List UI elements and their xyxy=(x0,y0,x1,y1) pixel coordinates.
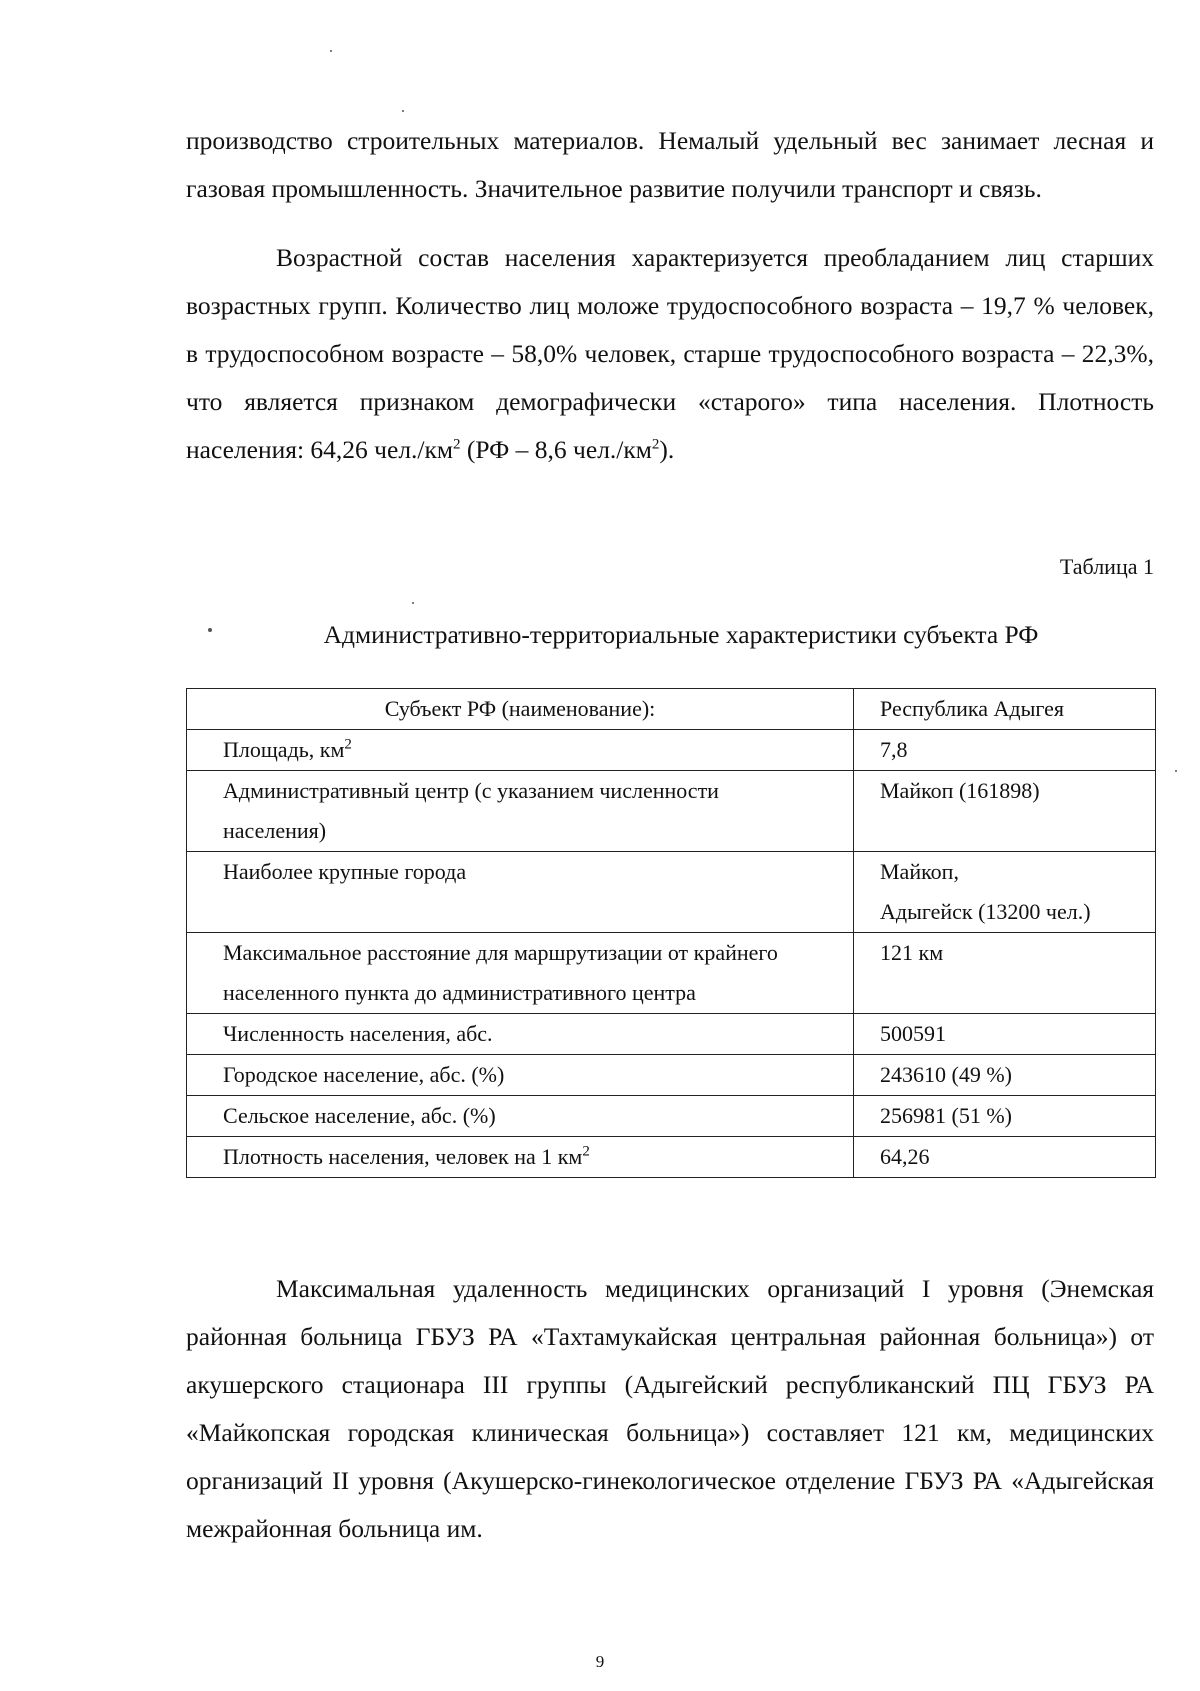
cell-text: Майкоп, xyxy=(880,859,959,884)
cell-text: Максимальное расстояние для маршрутизации от крайнего xyxy=(223,940,778,965)
table-cell: Городское население, абс. (%) xyxy=(187,1055,854,1096)
scan-speck xyxy=(1175,770,1177,772)
table-row xyxy=(187,730,1156,771)
table-cell xyxy=(187,730,854,771)
table-cell xyxy=(854,852,1156,933)
table-cell: Субъект РФ (наименование): xyxy=(187,689,854,730)
table-cell: Наиболее крупные города xyxy=(187,852,854,933)
table-title: Административно-территориальные характеристики субъекта РФ xyxy=(323,620,1039,649)
table-cell: 243610 (49 %) xyxy=(854,1055,1156,1096)
table-cell: 500591 xyxy=(854,1014,1156,1055)
table-row xyxy=(187,1014,1156,1055)
table-row xyxy=(187,933,1156,1014)
scan-speck xyxy=(412,602,414,604)
table-row xyxy=(187,771,1156,852)
paragraph-medical-distance: Максимальная удаленность медицинских организаций I уровня (Энемская районная больница ГБУЗ РА «Тахтамукайская центральная районная больница») от акушерского стационара III группы (Адыгейский республиканский ПЦ ГБУЗ РА «Майкопская городская клиническая больница») составляет 121 км, медицинских организаций II уровня (Акушерско-гинекологическое отделение ГБУЗ РА «Адыгейская межрайонная больница им. xyxy=(186,1274,1154,1543)
paragraph-text: ). xyxy=(659,435,675,464)
superscript: 2 xyxy=(344,736,352,753)
table-cell: Майкоп (161898) xyxy=(854,771,1156,852)
table-cell: Численность населения, абс. xyxy=(187,1014,854,1055)
table-row xyxy=(187,1137,1156,1178)
paragraph-industry: производство строительных материалов. Немалый удельный вес занимает лесная и газовая промышленность. Значительное развитие получили транспорт и связь. xyxy=(186,126,1154,203)
table-cell: 121 км xyxy=(854,933,1156,1014)
paragraph-age-composition xyxy=(186,234,1154,474)
table-row xyxy=(187,1055,1156,1096)
superscript: 2 xyxy=(651,436,660,453)
page-number: 9 xyxy=(595,1652,605,1671)
characteristics-table xyxy=(186,688,1156,1178)
scan-speck xyxy=(330,50,332,52)
paragraph-text: (РФ – 8,6 чел./км xyxy=(460,435,652,464)
cell-text: населенного пункта до административного центра xyxy=(223,980,696,1005)
table-cell: 64,26 xyxy=(854,1137,1156,1178)
table-row xyxy=(187,852,1156,933)
table-cell xyxy=(187,771,854,852)
table-cell xyxy=(187,1137,854,1178)
cell-text: Плотность населения, человек на 1 км xyxy=(223,1144,583,1169)
table-cell: 256981 (51 %) xyxy=(854,1096,1156,1137)
table-row xyxy=(187,689,1156,730)
table-cell: Республика Адыгея xyxy=(854,689,1156,730)
superscript: 2 xyxy=(453,436,461,453)
cell-text: Административный центр (с указанием численности xyxy=(223,778,719,803)
superscript: 2 xyxy=(582,1143,590,1160)
table-cell: 7,8 xyxy=(854,730,1156,771)
cell-text: Площадь, км xyxy=(223,737,345,762)
table-label: Таблица 1 xyxy=(1059,554,1154,579)
paragraph-text: Возрастной состав населения характеризуется преобладанием лиц старших возрастных групп. Количество лиц моложе трудоспособного возраста – 19,7 % человек, в трудоспособном возрасте – 58,0% человек, старше трудоспособного возраста – 22,3%, что является признаком демографически «старого» типа населения. Плотность населения: 64,26 чел./км xyxy=(186,243,1154,464)
table-row xyxy=(187,1096,1156,1137)
cell-text: населения) xyxy=(223,818,327,843)
table-cell: Сельское население, абс. (%) xyxy=(187,1096,854,1137)
table-cell xyxy=(187,933,854,1014)
scan-speck xyxy=(402,110,404,112)
cell-text: Адыгейск (13200 чел.) xyxy=(880,899,1091,924)
